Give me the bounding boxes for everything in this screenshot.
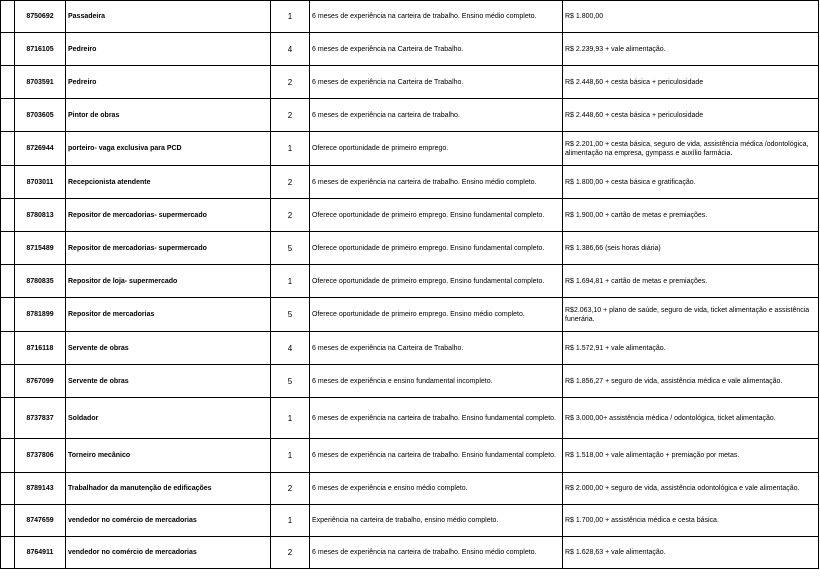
job-salary: R$ 1.856,27 + seguro de vida, assistência médica e vale alimentação.	[563, 365, 819, 398]
table-row	[1, 166, 819, 199]
job-code: 8703591	[15, 66, 66, 99]
job-title: porteiro- vaga exclusiva para PCD	[66, 132, 271, 166]
job-code: 8737806	[15, 439, 66, 473]
vacancy-count: 5	[271, 232, 310, 265]
job-code: 8737837	[15, 398, 66, 439]
vacancy-count: 1	[271, 132, 310, 166]
row-margin-cell	[1, 505, 15, 537]
job-requirements: Oferece oportunidade de primeiro emprego. Ensino fundamental completo.	[310, 199, 563, 232]
job-requirements: 6 meses de experiência na carteira de trabalho. Ensino fundamental completo.	[310, 398, 563, 439]
vacancy-count: 1	[271, 265, 310, 298]
job-code: 8747659	[15, 505, 66, 537]
vacancy-count: 1	[271, 398, 310, 439]
row-margin-cell	[1, 365, 15, 398]
job-title: Recepcionista atendente	[66, 166, 271, 199]
job-salary: R$ 2.448,60 + cesta básica + periculosidade	[563, 99, 819, 132]
row-margin-cell	[1, 232, 15, 265]
table-row	[1, 298, 819, 332]
table-row	[1, 99, 819, 132]
row-margin-cell	[1, 473, 15, 505]
job-salary: R$ 3.000,00+ assistência médica / odontológica, ticket alimentação.	[563, 398, 819, 439]
job-salary: R$ 1.700,00 + assistência médica e cesta básica.	[563, 505, 819, 537]
job-code: 8780813	[15, 199, 66, 232]
table-row	[1, 365, 819, 398]
job-title: vendedor no comércio de mercadorias	[66, 505, 271, 537]
job-requirements: 6 meses de experiência na carteira de trabalho. Ensino médio completo.	[310, 537, 563, 569]
row-margin-cell	[1, 33, 15, 66]
job-salary: R$ 2.239,93 + vale alimentação.	[563, 33, 819, 66]
job-title: Repositor de mercadorias- supermercado	[66, 199, 271, 232]
job-salary: R$ 1.800,00	[563, 1, 819, 33]
job-requirements: 6 meses de experiência na carteira de trabalho. Ensino médio completo.	[310, 1, 563, 33]
job-title: Pintor de obras	[66, 99, 271, 132]
row-margin-cell	[1, 332, 15, 365]
table-row	[1, 132, 819, 166]
job-requirements: 6 meses de experiência na Carteira de Trabalho.	[310, 332, 563, 365]
job-title: Pedreiro	[66, 33, 271, 66]
row-margin-cell	[1, 265, 15, 298]
vacancy-count: 2	[271, 199, 310, 232]
job-title: Repositor de mercadorias	[66, 298, 271, 332]
vacancy-count: 2	[271, 473, 310, 505]
table-row	[1, 505, 819, 537]
table-row	[1, 332, 819, 365]
job-title: Repositor de loja- supermercado	[66, 265, 271, 298]
job-salary: R$ 1.694,81 + cartão de metas e premiações.	[563, 265, 819, 298]
vacancy-count: 2	[271, 66, 310, 99]
table-row	[1, 398, 819, 439]
table-row	[1, 1, 819, 33]
table-row	[1, 199, 819, 232]
job-requirements: Oferece oportunidade de primeiro emprego.	[310, 132, 563, 166]
row-margin-cell	[1, 199, 15, 232]
vacancy-count: 4	[271, 332, 310, 365]
job-salary: R$ 1.518,00 + vale alimentação + premiação por metas.	[563, 439, 819, 473]
job-title: Servente de obras	[66, 365, 271, 398]
job-salary: R$ 2.448,60 + cesta básica + periculosidade	[563, 66, 819, 99]
row-margin-cell	[1, 99, 15, 132]
row-margin-cell	[1, 537, 15, 569]
job-code: 8789143	[15, 473, 66, 505]
job-title: vendedor no comércio de mercadorias	[66, 537, 271, 569]
table-row	[1, 439, 819, 473]
vacancy-count: 1	[271, 439, 310, 473]
job-code: 8750692	[15, 1, 66, 33]
job-requirements: Oferece oportunidade de primeiro emprego. Ensino fundamental completo.	[310, 265, 563, 298]
row-margin-cell	[1, 132, 15, 166]
vacancy-count: 5	[271, 298, 310, 332]
job-code: 8780835	[15, 265, 66, 298]
job-title: Repositor de mercadorias- supermercado	[66, 232, 271, 265]
job-requirements: 6 meses de experiência na Carteira de Trabalho.	[310, 66, 563, 99]
job-code: 8781899	[15, 298, 66, 332]
table-row	[1, 66, 819, 99]
vacancy-count: 5	[271, 365, 310, 398]
job-code: 8716118	[15, 332, 66, 365]
job-title: Passadeira	[66, 1, 271, 33]
job-requirements: 6 meses de experiência na carteira de trabalho. Ensino fundamental completo.	[310, 439, 563, 473]
job-requirements: Oferece oportunidade de primeiro emprego. Ensino médio completo.	[310, 298, 563, 332]
job-code: 8703011	[15, 166, 66, 199]
job-code: 8703605	[15, 99, 66, 132]
job-requirements: Experiência na carteira de trabalho, ensino médio completo.	[310, 505, 563, 537]
vacancy-count: 2	[271, 99, 310, 132]
job-salary: R$ 1.900,00 + cartão de metas e premiações.	[563, 199, 819, 232]
job-code: 8715489	[15, 232, 66, 265]
job-title: Soldador	[66, 398, 271, 439]
job-code: 8764911	[15, 537, 66, 569]
vacancy-count: 2	[271, 166, 310, 199]
row-margin-cell	[1, 398, 15, 439]
table-row	[1, 33, 819, 66]
row-margin-cell	[1, 166, 15, 199]
table-row	[1, 265, 819, 298]
table-row	[1, 232, 819, 265]
job-salary: R$ 1.572,91 + vale alimentação.	[563, 332, 819, 365]
row-margin-cell	[1, 439, 15, 473]
row-margin-cell	[1, 298, 15, 332]
job-code: 8767099	[15, 365, 66, 398]
job-salary: R$2.063,10 + plano de saúde, seguro de vida, ticket alimentação e assistência funerária.	[563, 298, 819, 332]
job-requirements: 6 meses de experiência na Carteira de Trabalho.	[310, 33, 563, 66]
job-title: Pedreiro	[66, 66, 271, 99]
table-row	[1, 537, 819, 569]
vacancy-count: 1	[271, 1, 310, 33]
job-title: Torneiro mecânico	[66, 439, 271, 473]
job-salary: R$ 1.386,66 (seis horas diária)	[563, 232, 819, 265]
job-requirements: Oferece oportunidade de primeiro emprego. Ensino fundamental completo.	[310, 232, 563, 265]
job-requirements: 6 meses de experiência e ensino fundamental incompleto.	[310, 365, 563, 398]
job-requirements: 6 meses de experiência na carteira de trabalho.	[310, 99, 563, 132]
job-salary: R$ 1.628,63 + vale alimentação.	[563, 537, 819, 569]
vacancy-count: 4	[271, 33, 310, 66]
job-code: 8716105	[15, 33, 66, 66]
vacancy-count: 1	[271, 505, 310, 537]
table-row	[1, 473, 819, 505]
job-title: Servente de obras	[66, 332, 271, 365]
job-code: 8726944	[15, 132, 66, 166]
vacancy-count: 2	[271, 537, 310, 569]
row-margin-cell	[1, 66, 15, 99]
job-salary: R$ 2.000,00 + seguro de vida, assistência odontológica e vale alimentação.	[563, 473, 819, 505]
job-requirements: 6 meses de experiência na carteira de trabalho. Ensino médio completo.	[310, 166, 563, 199]
row-margin-cell	[1, 1, 15, 33]
job-requirements: 6 meses de experiência e ensino médio completo.	[310, 473, 563, 505]
job-title: Trabalhador da manutenção de edificações	[66, 473, 271, 505]
job-salary: R$ 1.800,00 + cesta básica e gratificação.	[563, 166, 819, 199]
job-salary: R$ 2.201,00 + cesta básica, seguro de vida, assistência médica /odontológica, alimentação na empresa, gympass e auxílio farmácia.	[563, 132, 819, 166]
